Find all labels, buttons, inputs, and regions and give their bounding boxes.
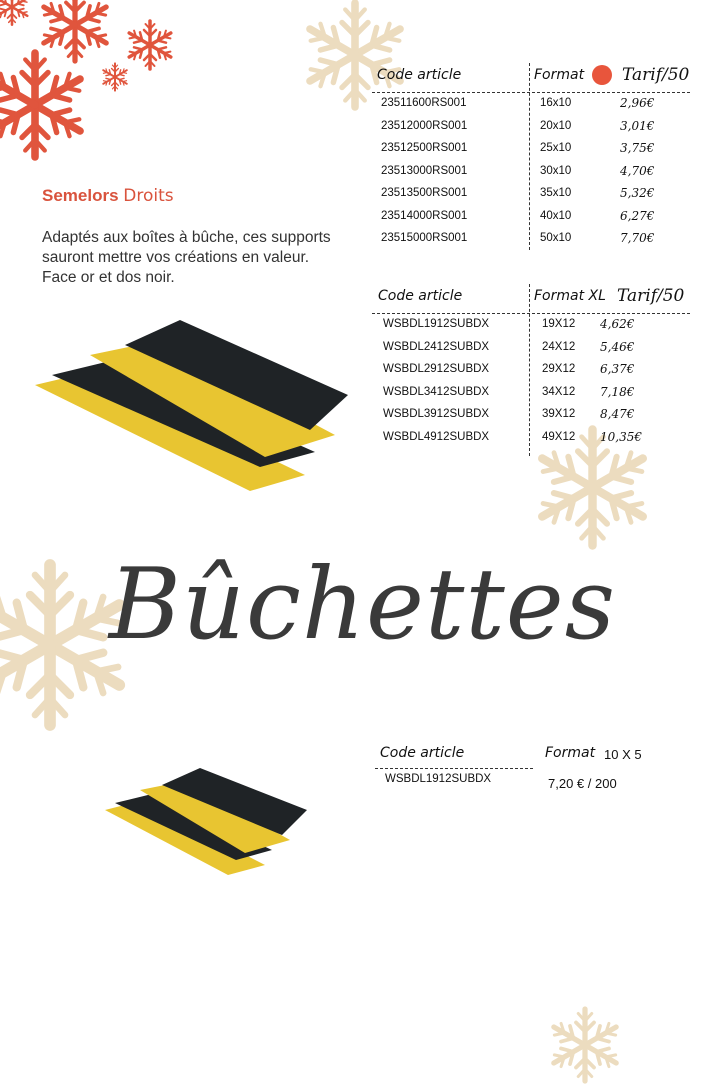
table1-row-code: 23513000RS001 bbox=[381, 164, 468, 177]
table1-column-divider bbox=[529, 63, 530, 250]
table2-row-format: 24X12 bbox=[542, 340, 576, 353]
table1-header-format: Format bbox=[534, 67, 585, 83]
table2-row-format: 49X12 bbox=[542, 430, 576, 443]
table2-row-code: WSBDL4912SUBDX bbox=[383, 430, 490, 443]
table1-row-format: 35x10 bbox=[540, 187, 572, 199]
table1-row-code: 23512000RS001 bbox=[381, 119, 468, 132]
table1-row-code: 23511600RS001 bbox=[381, 97, 467, 109]
snowflake-red-small-icon bbox=[98, 60, 132, 94]
section-title-light: Droits bbox=[123, 186, 174, 206]
table2-row-format: 39X12 bbox=[542, 408, 576, 420]
table1-row-format: 40x10 bbox=[540, 209, 572, 222]
semelor-boards-image bbox=[30, 315, 350, 500]
table1-row-format: 16x10 bbox=[540, 97, 572, 109]
page-heading: Bûchettes bbox=[108, 548, 617, 662]
table1-row-price: 7,70€ bbox=[620, 231, 655, 245]
table2-row-format: 34X12 bbox=[542, 385, 576, 398]
table1-row-format: 50x10 bbox=[540, 232, 572, 244]
section-title-bold: Semelors bbox=[42, 186, 119, 205]
table2-row-code: WSBDL1912SUBDX bbox=[383, 318, 490, 330]
table1-row-price: 6,27€ bbox=[620, 208, 655, 223]
table1-row-price: 3,75€ bbox=[620, 141, 655, 155]
table2-row-price: 7,18€ bbox=[600, 384, 635, 399]
table2-row-price: 8,47€ bbox=[600, 407, 635, 421]
table2-row-format: 19X12 bbox=[542, 318, 576, 330]
table2-header-price: Tarif/50 bbox=[617, 286, 685, 306]
table1-row-price: 5,32€ bbox=[620, 186, 655, 200]
table2-row-code: WSBDL2412SUBDX bbox=[383, 340, 490, 353]
table1-row-code: 23514000RS001 bbox=[381, 209, 468, 222]
table2-row-format: 29X12 bbox=[542, 363, 576, 375]
table2-row-price: 4,62€ bbox=[600, 317, 635, 331]
table1-row-price: 4,70€ bbox=[620, 163, 655, 178]
table1-row-code: 23515000RS001 bbox=[381, 232, 468, 244]
table2-header-rule bbox=[372, 313, 690, 314]
table3-header-code: Code article bbox=[380, 745, 465, 761]
table1-row-price: 2,96€ bbox=[620, 96, 655, 110]
table1-header-code: Code article bbox=[377, 67, 462, 83]
table2-row-code: WSBDL3412SUBDX bbox=[383, 385, 490, 398]
table1-row-price: 3,01€ bbox=[620, 118, 655, 133]
table3-format-value: 10 X 5 bbox=[604, 747, 642, 762]
table2-header-code: Code article bbox=[378, 288, 463, 304]
table2-row-price: 10,35€ bbox=[600, 429, 642, 444]
table1-row-code: 23513500RS001 bbox=[381, 187, 468, 199]
table2-column-divider bbox=[529, 284, 530, 456]
table1-row-code: 23512500RS001 bbox=[381, 142, 468, 154]
red-dot-icon bbox=[592, 65, 612, 85]
table3-header-format: Format bbox=[545, 745, 596, 761]
buchette-boards-image bbox=[100, 765, 310, 880]
table1-row-format: 30x10 bbox=[540, 164, 572, 177]
table1-row-format: 20x10 bbox=[540, 119, 572, 132]
snowflake-red-corner-icon bbox=[0, 0, 34, 29]
snowflake-beige-bottom-icon bbox=[540, 1000, 630, 1090]
table2-row-code: WSBDL3912SUBDX bbox=[383, 408, 490, 420]
table1-row-format: 25x10 bbox=[540, 142, 572, 154]
table1-header-price: Tarif/50 bbox=[622, 65, 690, 85]
table2-row-code: WSBDL2912SUBDX bbox=[383, 363, 490, 375]
section-description: Adaptés aux boîtes à bûche, ces supports sauront mettre vos créations en valeur. Face or et dos noir. bbox=[42, 229, 331, 286]
table3-header-rule bbox=[375, 768, 533, 769]
table1-header-rule bbox=[372, 92, 690, 93]
table3-price: 7,20 € / 200 bbox=[548, 776, 617, 791]
table2-row-price: 5,46€ bbox=[600, 339, 635, 354]
table3-code: WSBDL1912SUBDX bbox=[385, 773, 492, 785]
section-title bbox=[42, 186, 174, 206]
table2-header-format: Format XL bbox=[534, 288, 606, 304]
table2-row-price: 6,37€ bbox=[600, 362, 635, 376]
